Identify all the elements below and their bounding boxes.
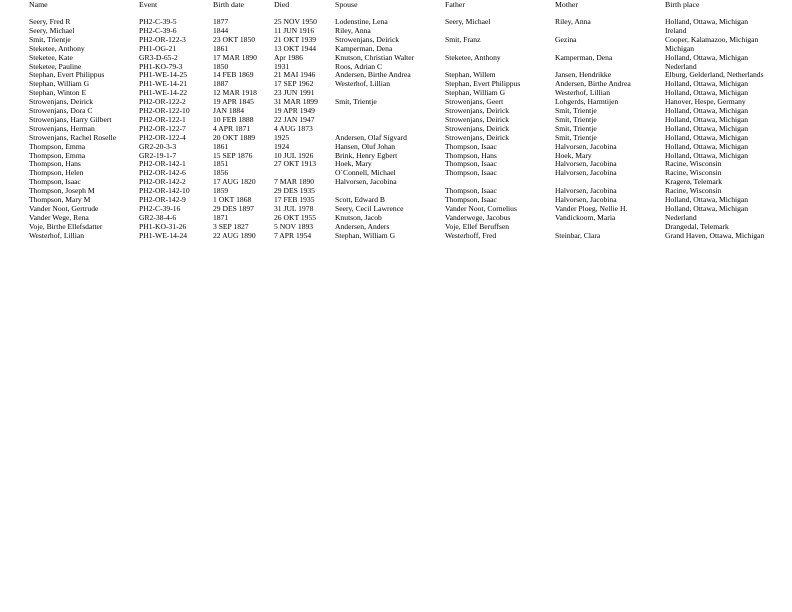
cell-birth-place: Holland, Ottawa, Michigan	[665, 141, 749, 151]
cell-father: Stephan, Willem	[445, 70, 496, 80]
table-row	[0, 186, 792, 195]
cell-name: Vander Wege, Rena	[29, 212, 89, 222]
cell-spouse: Stephan, William G	[335, 230, 396, 240]
cell-name: Thompson, Hans	[29, 159, 81, 169]
cell-spouse: Andersen, Anders	[335, 221, 390, 231]
cell-birth-place: Holland, Ottawa, Michigan	[665, 88, 749, 98]
cell-birth-place: Holland, Ottawa, Michigan	[665, 52, 749, 62]
cell-name: Strowenjans, Harry Gilbert	[29, 114, 112, 124]
cell-birth-place: Cooper, Kalamazoo, Michigan	[665, 34, 759, 44]
cell-father: Thompson, Isaac	[445, 186, 497, 196]
cell-father: Smit, Franz	[445, 34, 481, 44]
table-row	[0, 79, 792, 88]
cell-birth-date: 1887	[213, 79, 229, 89]
cell-died: 13 OKT 1944	[274, 43, 317, 53]
cell-died: 29 DES 1935	[274, 186, 315, 196]
column-header-event: Event	[139, 0, 158, 9]
cell-spouse: Andersen, Olaf Sigvard	[335, 132, 407, 142]
table-row	[0, 231, 792, 240]
cell-name: Strowenjans, Herman	[29, 123, 95, 133]
cell-mother: Hoek, Mary	[555, 150, 592, 160]
cell-event: PH1-KO-31-26	[139, 221, 187, 231]
cell-event: PH2-C-39-16	[139, 203, 181, 213]
cell-father: Strowenjans, Deirick	[445, 132, 510, 142]
cell-mother: Halvorsen, Jacobina	[555, 195, 617, 204]
cell-spouse: Riley, Anna	[335, 25, 371, 35]
cell-birth-date: 23 OKT 1850	[213, 34, 256, 44]
cell-birth-place: Elburg, Gelderland, Netherlands	[665, 70, 764, 80]
cell-event: PH2-OR-122-2	[139, 97, 186, 107]
cell-birth-date: 1861	[213, 43, 229, 53]
cell-event: PH2-OR-142-2	[139, 177, 186, 187]
cell-spouse: Hansen, Oluf Johan	[335, 141, 396, 151]
cell-died: 21 OKT 1939	[274, 34, 317, 44]
cell-birth-date: 3 SEP 1827	[213, 221, 249, 231]
table-row	[0, 115, 792, 124]
cell-birth-date: 1851	[213, 159, 229, 169]
cell-name: Steketee, Pauline	[29, 61, 82, 71]
cell-birth-place: Holland, Ottawa, Michigan	[665, 195, 749, 204]
cell-name: Strowenjans, Dora C	[29, 106, 93, 115]
cell-mother: Vander Ploeg, Nellie H.	[555, 203, 628, 213]
cell-event: GR2-38-4-6	[139, 212, 177, 222]
table-row	[0, 70, 792, 79]
cell-name: Thompson, Mary M	[29, 195, 91, 204]
cell-birth-date: 1861	[213, 141, 229, 151]
cell-event: PH1-WE-14-22	[139, 88, 188, 98]
cell-birth-place: Holland, Ottawa, Michigan	[665, 17, 749, 26]
cell-died: 10 JUL 1926	[274, 150, 314, 160]
cell-died: 22 JAN 1947	[274, 114, 315, 124]
cell-name: Thompson, Joseph M	[29, 186, 95, 196]
cell-event: PH2-OR-142-1	[139, 159, 186, 169]
cell-birth-place: Kragerø, Telemark	[665, 177, 723, 187]
table-row	[0, 195, 792, 204]
cell-name: Smit, Trientje	[29, 34, 71, 44]
table-row	[0, 133, 792, 142]
cell-father: Strowenjans, Deirick	[445, 106, 510, 115]
cell-father: Thompson, Hans	[445, 150, 497, 160]
cell-birth-date: 17 MAR 1890	[213, 52, 257, 62]
table-row	[0, 17, 792, 26]
cell-birth-place: Michigan	[665, 43, 695, 53]
cell-name: Vander Noot, Gertrude	[29, 203, 99, 213]
cell-birth-date: 19 APR 1845	[213, 97, 254, 107]
cell-mother: Lohgerds, Harmtijen	[555, 97, 619, 107]
cell-name: Stephan, William G	[29, 79, 90, 89]
table-row	[0, 151, 792, 160]
cell-father: Stephan, William G	[445, 88, 506, 98]
cell-spouse: Knutson, Jacob	[335, 212, 382, 222]
cell-name: Strowenjans, Rachel Roselle	[29, 132, 117, 142]
cell-mother: Smit, Trientje	[555, 132, 597, 142]
table-row	[0, 62, 792, 71]
cell-father: Voje, Ellef Beruffsen	[445, 221, 510, 231]
cell-father: Seery, Michael	[445, 17, 491, 26]
cell-spouse: O`Connell, Michael	[335, 168, 396, 178]
cell-birth-place: Nederland	[665, 61, 697, 71]
cell-birth-place: Holland, Ottawa, Michigan	[665, 150, 749, 160]
cell-father: Thompson, Isaac	[445, 159, 497, 169]
cell-birth-date: 17 AUG 1820	[213, 177, 256, 187]
cell-died: 7 APR 1954	[274, 230, 312, 240]
cell-mother: Smit, Trientje	[555, 123, 597, 133]
cell-event: PH2-OR-142-10	[139, 186, 190, 196]
table-row	[0, 142, 792, 151]
cell-mother: Smit, Trientje	[555, 106, 597, 115]
cell-father: Vanderwege, Jacobus	[445, 212, 511, 222]
cell-event: PH2-OR-122-10	[139, 106, 190, 115]
cell-birth-date: 4 APR 1871	[213, 123, 251, 133]
table-row	[0, 168, 792, 177]
cell-birth-date: 1844	[213, 25, 229, 35]
cell-name: Thompson, Emma	[29, 141, 86, 151]
cell-birth-place: Holland, Ottawa, Michigan	[665, 203, 749, 213]
cell-died: 4 AUG 1873	[274, 123, 313, 133]
cell-event: PH2-OR-122-4	[139, 132, 186, 142]
column-header-birth-date: Birth date	[213, 0, 244, 9]
cell-birth-place: Racine, Wisconsin	[665, 159, 722, 169]
cell-mother: Westerhof, Lillian	[555, 88, 611, 98]
cell-event: PH2-C-39-5	[139, 17, 177, 26]
cell-mother: Halvorsen, Jacobina	[555, 159, 617, 169]
table-row	[0, 35, 792, 44]
cell-birth-date: 1856	[213, 168, 229, 178]
cell-spouse: Strowenjans, Deirick	[335, 34, 400, 44]
cell-event: PH2-OR-122-1	[139, 114, 186, 124]
cell-event: PH1-WE-14-21	[139, 79, 188, 89]
cell-birth-date: JAN 1884	[213, 106, 245, 115]
cell-spouse: Westerhof, Lillian	[335, 79, 391, 89]
cell-name: Steketee, Anthony	[29, 43, 85, 53]
cell-died: 17 SEP 1962	[274, 79, 314, 89]
cell-event: GR3-D-65-2	[139, 52, 178, 62]
cell-birth-place: Holland, Ottawa, Michigan	[665, 132, 749, 142]
cell-birth-date: 10 FEB 1888	[213, 114, 254, 124]
column-header-died: Died	[274, 0, 290, 9]
cell-father: Stephan, Evert Philippus	[445, 79, 521, 89]
cell-died: 5 NOV 1893	[274, 221, 314, 231]
cell-died: 31 JUL 1978	[274, 203, 314, 213]
cell-spouse: Seery, Cecil Lawrence	[335, 203, 404, 213]
cell-birth-date: 1850	[213, 61, 229, 71]
cell-spouse: Smit, Trientje	[335, 97, 377, 107]
cell-mother: Halvorsen, Jacobina	[555, 186, 617, 196]
cell-mother: Halvorsen, Jacobina	[555, 168, 617, 178]
cell-mother: Kamperman, Dena	[555, 52, 613, 62]
cell-father: Strowenjans, Geert	[445, 97, 504, 107]
cell-event: PH2-OR-142-9	[139, 195, 186, 204]
cell-birth-place: Holland, Ottawa, Michigan	[665, 79, 749, 89]
cell-birth-date: 29 DES 1897	[213, 203, 254, 213]
cell-mother: Vandickoom, Maria	[555, 212, 616, 222]
cell-event: PH2-OR-122-3	[139, 34, 186, 44]
cell-died: 17 FEB 1935	[274, 195, 315, 204]
cell-event: GR2-20-3-3	[139, 141, 177, 151]
cell-spouse: Hoek, Mary	[335, 159, 372, 169]
cell-birth-place: Nederland	[665, 212, 697, 222]
cell-birth-place: Racine, Wisconsin	[665, 186, 722, 196]
table-row	[0, 177, 792, 186]
cell-died: 23 JUN 1991	[274, 88, 315, 98]
cell-spouse: Scott, Edward B	[335, 195, 385, 204]
cell-name: Voje, Birthe Ellefsdatter	[29, 221, 103, 231]
cell-birth-date: 15 SEP 1876	[213, 150, 253, 160]
cell-event: PH1-KO-79-3	[139, 61, 183, 71]
cell-event: PH1-OG-21	[139, 43, 177, 53]
cell-name: Steketee, Kate	[29, 52, 73, 62]
cell-birth-place: Holland, Ottawa, Michigan	[665, 123, 749, 133]
cell-mother: Smit, Trientje	[555, 114, 597, 124]
cell-died: 26 OKT 1955	[274, 212, 317, 222]
cell-mother: Jansen, Hendrikke	[555, 70, 612, 80]
cell-spouse: Halvorsen, Jacobina	[335, 177, 397, 187]
cell-birth-date: 1871	[213, 212, 229, 222]
cell-birth-place: Grand Haven, Ottawa, Michigan	[665, 230, 765, 240]
cell-event: PH2-C-39-6	[139, 25, 177, 35]
cell-mother: Gezina	[555, 34, 577, 44]
cell-birth-place: Ireland	[665, 25, 687, 35]
cell-father: Thompson, Isaac	[445, 168, 497, 178]
cell-event: GR2-19-1-7	[139, 150, 177, 160]
cell-name: Westerhof, Lillian	[29, 230, 85, 240]
cell-name: Thompson, Isaac	[29, 177, 81, 187]
table-row	[0, 124, 792, 133]
cell-spouse: Kamperman, Dena	[335, 43, 393, 53]
cell-name: Strowenjans, Deirick	[29, 97, 94, 107]
cell-birth-date: 20 OKT 1889	[213, 132, 256, 142]
table-row	[0, 204, 792, 213]
table-row	[0, 222, 792, 231]
cell-name: Thompson, Emma	[29, 150, 86, 160]
cell-birth-place: Holland, Ottawa, Michigan	[665, 114, 749, 124]
cell-died: 19 APR 1949	[274, 106, 315, 115]
cell-mother: Steinbar, Clara	[555, 230, 601, 240]
cell-died: Apr 1986	[274, 52, 303, 62]
cell-name: Stephan, Winton E	[29, 88, 87, 98]
cell-spouse: Lodenstine, Lena	[335, 17, 388, 26]
cell-died: 27 OKT 1913	[274, 159, 317, 169]
cell-spouse: Brink, Henry Egbert	[335, 150, 398, 160]
cell-birth-place: Hanover, Hespe, Germany	[665, 97, 746, 107]
cell-died: 31 MAR 1899	[274, 97, 318, 107]
cell-birth-date: 22 AUG 1890	[213, 230, 256, 240]
cell-died: 1931	[274, 61, 290, 71]
cell-spouse: Andersen, Birthe Andrea	[335, 70, 411, 80]
cell-birth-place: Racine, Wisconsin	[665, 168, 722, 178]
table-row	[0, 159, 792, 168]
cell-birth-date: 12 MAR 1918	[213, 88, 257, 98]
cell-birth-date: 14 FEB 1869	[213, 70, 254, 80]
cell-birth-place: Drangedal, Telemark	[665, 221, 729, 231]
cell-mother: Halvorsen, Jacobina	[555, 141, 617, 151]
cell-father: Thompson, Isaac	[445, 195, 497, 204]
column-header-spouse: Spouse	[335, 0, 358, 9]
column-header-mother: Mother	[555, 0, 578, 9]
cell-father: Steketee, Anthony	[445, 52, 501, 62]
cell-died: 7 MAR 1890	[274, 177, 315, 187]
cell-event: PH2-OR-142-6	[139, 168, 186, 178]
cell-mother: Andersen, Birthe Andrea	[555, 79, 631, 89]
cell-name: Thompson, Helen	[29, 168, 84, 178]
table-row	[0, 26, 792, 35]
cell-event: PH2-OR-122-7	[139, 123, 186, 133]
cell-event: PH1-WE-14-25	[139, 70, 188, 80]
cell-birth-date: 1877	[213, 17, 229, 26]
table-row	[0, 44, 792, 53]
cell-spouse: Roos, Adrian C	[335, 61, 383, 71]
cell-died: 21 MAI 1946	[274, 70, 316, 80]
cell-died: 1925	[274, 132, 290, 142]
column-header-birth-place: Birth place	[665, 0, 700, 9]
cell-mother: Riley, Anna	[555, 17, 591, 26]
cell-birth-date: 1859	[213, 186, 229, 196]
cell-father: Vander Noot, Cornelius	[445, 203, 517, 213]
table-row	[0, 53, 792, 62]
table-row	[0, 97, 792, 106]
cell-spouse: Knutson, Christian Walter	[335, 52, 415, 62]
cell-event: PH1-WE-14-24	[139, 230, 188, 240]
column-header-father: Father	[445, 0, 465, 9]
table-row	[0, 106, 792, 115]
cell-birth-date: 1 OKT 1868	[213, 195, 252, 204]
cell-father: Westerhoff, Fred	[445, 230, 497, 240]
cell-name: Seery, Fred R	[29, 17, 71, 26]
column-header-name: Name	[29, 0, 48, 9]
cell-died: 25 NOV 1950	[274, 17, 317, 26]
cell-father: Thompson, Isaac	[445, 141, 497, 151]
cell-name: Seery, Michael	[29, 25, 75, 35]
table-row	[0, 213, 792, 222]
cell-birth-place: Holland, Ottawa, Michigan	[665, 106, 749, 115]
table-header	[0, 0, 792, 9]
cell-father: Strowenjans, Deirick	[445, 114, 510, 124]
cell-died: 1924	[274, 141, 290, 151]
table-row	[0, 88, 792, 97]
cell-father: Strowenjans, Deirick	[445, 123, 510, 133]
cell-name: Stephan, Evert Philippus	[29, 70, 105, 80]
cell-died: 11 JUN 1916	[274, 25, 315, 35]
